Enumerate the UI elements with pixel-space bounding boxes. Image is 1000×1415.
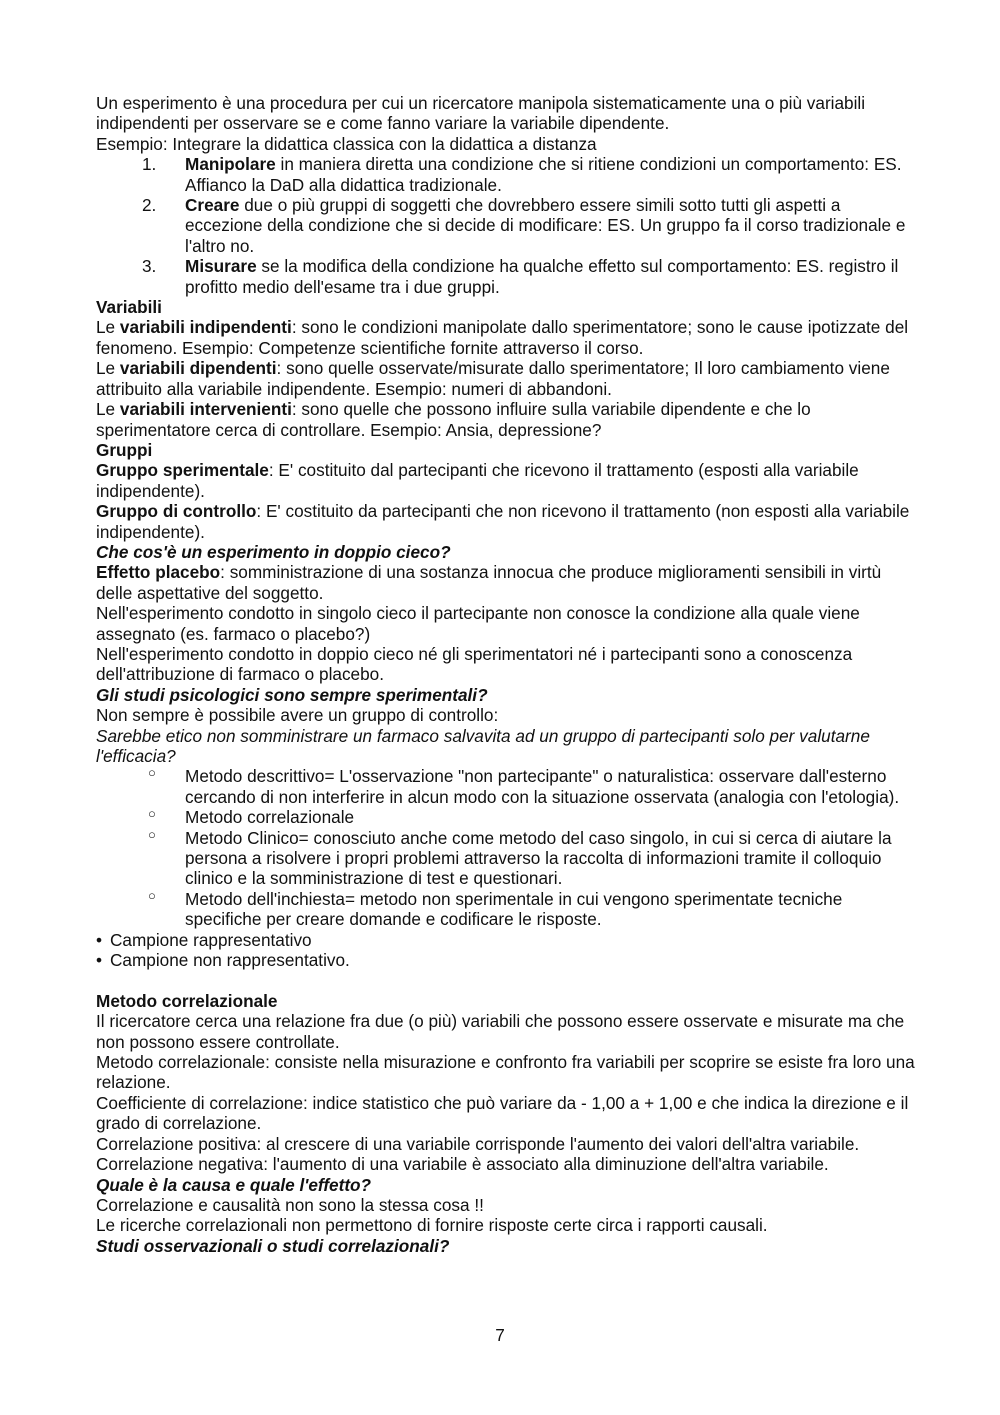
definition-paragraph: Le variabili intervenienti: sono quelle che possono influire sulla variabile dipendente e che lo sperimentatore cerca di controllare. Esempio: Ansia, depressione? [96,399,811,440]
list-number: 3. [142,256,157,277]
list-item: ○ Metodo correlazionale [148,806,355,828]
question-heading: Gli studi psicologici sono sempre sperimentali? [96,684,488,705]
section-heading-correlazionale: Metodo correlazionale [96,990,278,1011]
circle-bullet-icon: ○ [148,887,156,903]
body-paragraph: Metodo correlazionale: consiste nella misurazione e confronto fra variabili per scoprire se esiste fra loro una relazione. [96,1052,915,1093]
question-heading: Quale è la causa e quale l'effetto? [96,1174,372,1195]
list-item [96,154,916,195]
list-item: ○ Metodo descrittivo= L'osservazione "non partecipante" o naturalistica: osservare dall'esterno cercando di non interferire in alcun modo con la situazione osservata (analogia con l'etologia). [148,765,900,807]
blank-line [96,970,916,990]
document-page [96,93,916,1256]
list-number: 1. [142,154,157,175]
intro-example: Esempio: Integrare la didattica classica con la didattica a distanza [96,133,597,154]
body-paragraph: Le ricerche correlazionali non permettono di fornire risposte certe circa i rapporti causali. [96,1215,768,1236]
step-text: se la modifica della condizione ha qualche effetto sul comportamento: ES. registro il profitto medio dell'esame tra i due gruppi. [185,256,899,297]
definition-paragraph: Gruppo sperimentale: E' costituito dal partecipanti che ricevono il trattamento (esposti alla variabile indipendente). [96,460,859,501]
circle-bullet-icon: ○ [148,765,156,781]
definition-paragraph: Gruppo di controllo: E' costituito da partecipanti che non ricevono il trattamento (non esposti alla variabile indipendente). [96,501,910,542]
bullet-icon: • [96,929,103,950]
bullet-icon: • [96,950,103,971]
step-keyword: Manipolare [185,154,276,175]
list-item: ○ Metodo dell'inchiesta= metodo non sperimentale in cui vengono sperimentate tecniche specifiche per creare domande e codificare le risposte. [148,887,843,930]
body-paragraph: Correlazione positiva: al crescere di una variabile corrisponde l'aumento dei valori dell'altra variabile. [96,1133,860,1154]
body-paragraph: Non sempre è possibile avere un gruppo di controllo: [96,705,499,726]
body-paragraph: Il ricercatore cerca una relazione fra due (o più) variabili che possono essere osservate e misurate ma che non possono essere controllate. [96,1011,905,1052]
circle-bullet-icon: ○ [148,806,156,822]
body-paragraph: Correlazione e causalità non sono la stessa cosa !! [96,1194,484,1215]
list-item [96,195,916,256]
term: variabili intervenienti [119,399,292,420]
body-paragraph: Coefficiente di correlazione: indice statistico che può variare da - 1,00 a + 1,00 e che indica la direzione e il grado di correlazione. [96,1092,909,1134]
body-paragraph: Nell'esperimento condotto in doppio cieco né gli sperimentatori né i partecipanti sono a conoscenza dell'attribuzione di farmaco o placebo. [96,643,853,685]
step-keyword: Misurare [185,256,257,277]
definition-paragraph: Effetto placebo: somministrazione di una sostanza innocua che produce miglioramenti sensibili in virtù delle aspettative del soggetto. [96,562,882,603]
list-item: ○ Metodo Clinico= conosciuto anche come metodo del caso singolo, in cui si cerca di aiutare la persona a risolvere i propri problemi attraverso la raccolta di informazioni tramite il colloquio clinico e la somministrazione di test e questionari. [148,826,892,889]
term: variabili indipendenti [119,317,292,338]
question-heading: Che cos'è un esperimento in doppio cieco? [96,541,451,562]
definition-paragraph: Le variabili indipendenti: sono le condizioni manipolate dallo sperimentatore; sono le cause ipotizzate del fenomeno. Esempio: Competenze scientifiche fornite attraverso il corso. [96,317,909,358]
term: Gruppo sperimentale [96,460,269,481]
section-heading-variabili: Variabili [96,297,162,318]
samples-list [96,930,916,971]
step-keyword: Creare [185,195,240,216]
list-item: • Campione non rappresentativo. [96,950,350,971]
term: Effetto placebo [96,562,221,583]
definition-paragraph: Le variabili dipendenti: sono quelle osservate/misurate dallo sperimentatore; Il loro cambiamento viene attribuito alla variabile indipendente. Esempio: numeri di abbandoni. [96,358,890,399]
page-number: 7 [495,1325,505,1345]
term: variabili dipendenti [119,358,277,379]
circle-bullet-icon: ○ [148,826,156,842]
intro-paragraph: Un esperimento è una procedura per cui un ricercatore manipola sistematicamente una o più variabili indipendenti per osservare se e come fanno variare la variabile dipendente. [96,93,866,134]
body-paragraph: Correlazione negativa: l'aumento di una variabile è associato alla diminuzione dell'altra variabile. [96,1154,829,1175]
steps-list [96,154,916,297]
step-text: due o più gruppi di soggetti che dovrebbero essere simili sotto tutti gli aspetti a eccezione della condizione che si decide di modificare: ES. Un gruppo fa il corso tradizionale e l'altro no. [185,195,906,256]
list-item [96,256,916,297]
italic-paragraph: Sarebbe etico non somministrare un farmaco salvavita ad un gruppo di partecipanti solo per valutarne l'efficacia? [96,725,870,766]
list-item: • Campione rappresentativo [96,929,312,950]
methods-list [96,766,916,929]
section-heading-gruppi: Gruppi [96,439,153,460]
term: Gruppo di controllo [96,501,257,522]
step-text: in maniera diretta una condizione che si ritiene condizioni un comportamento: ES. Affianco la DaD alla didattica tradizionale. [185,154,902,195]
list-number: 2. [142,195,157,216]
question-heading: Studi osservazionali o studi correlazionali? [96,1235,450,1256]
body-paragraph: Nell'esperimento condotto in singolo cieco il partecipante non conosce la condizione alla quale viene assegnato (es. farmaco o placebo?) [96,603,860,644]
